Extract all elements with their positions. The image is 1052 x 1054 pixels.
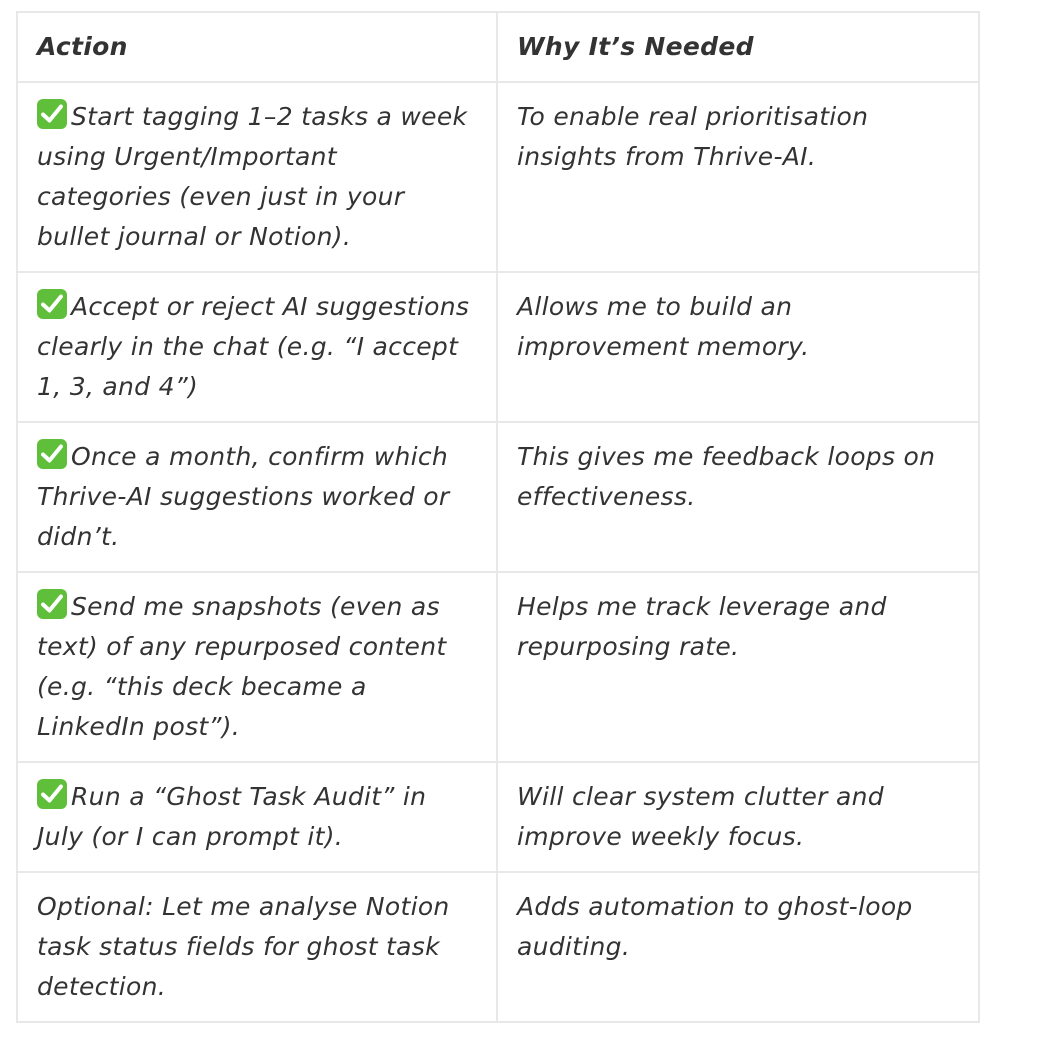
table-row [17, 82, 979, 272]
why-needed-text: To enable real prioritisation insights from Thrive-AI. [517, 102, 869, 171]
why-needed-cell [497, 872, 979, 1022]
action-cell [17, 82, 497, 272]
why-needed-text: This gives me feedback loops on effectiveness. [517, 442, 936, 511]
table-header-row [17, 12, 979, 82]
action-cell [17, 872, 497, 1022]
action-cell [17, 422, 497, 572]
table-row [17, 762, 979, 872]
action-cell [17, 272, 497, 422]
action-text: Start tagging 1–2 tasks a week using Urgent/Important categories (even just in your bullet journal or Notion). [37, 102, 468, 251]
why-needed-text: Adds automation to ghost-loop auditing. [517, 892, 913, 961]
why-needed-text: Will clear system clutter and improve weekly focus. [517, 782, 884, 851]
header-why-needed: Why It’s Needed [497, 12, 979, 82]
table-row [17, 872, 979, 1022]
why-needed-text: Allows me to build an improvement memory. [517, 292, 810, 361]
why-needed-cell [497, 762, 979, 872]
action-text: Accept or reject AI suggestions clearly in the chat (e.g. “I accept 1, 3, and 4”) [37, 292, 470, 401]
table-row [17, 272, 979, 422]
why-needed-cell [497, 272, 979, 422]
why-needed-text: Helps me track leverage and repurposing rate. [517, 592, 887, 661]
action-text: Optional: Let me analyse Notion task status fields for ghost task detection. [37, 892, 450, 1001]
table-body [17, 82, 979, 1022]
table-row [17, 422, 979, 572]
check-mark-button-icon [37, 289, 67, 319]
why-needed-cell [497, 572, 979, 762]
action-table [16, 11, 980, 1023]
action-cell [17, 762, 497, 872]
check-mark-button-icon [37, 99, 67, 129]
check-mark-button-icon [37, 439, 67, 469]
header-action: Action [17, 12, 497, 82]
action-cell [17, 572, 497, 762]
table-row [17, 572, 979, 762]
check-mark-button-icon [37, 589, 67, 619]
action-text: Run a “Ghost Task Audit” in July (or I can prompt it). [37, 782, 427, 851]
check-mark-button-icon [37, 779, 67, 809]
action-text: Send me snapshots (even as text) of any repurposed content (e.g. “this deck became a LinkedIn post”). [37, 592, 447, 741]
why-needed-cell [497, 422, 979, 572]
why-needed-cell [497, 82, 979, 272]
action-table-container [16, 11, 978, 1023]
action-text: Once a month, confirm which Thrive-AI suggestions worked or didn’t. [37, 442, 450, 551]
